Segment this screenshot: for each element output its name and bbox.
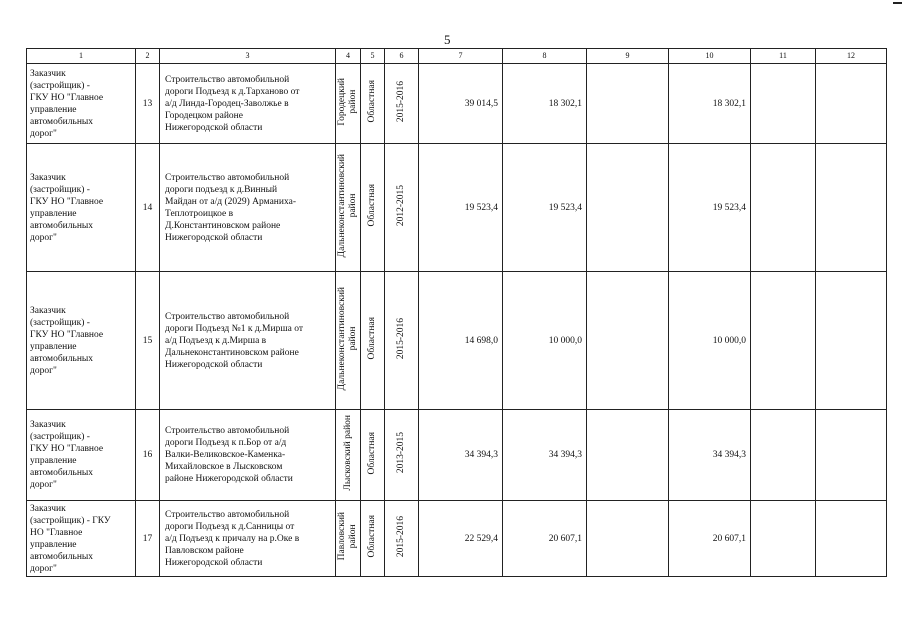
amount-col7: 39 014,5 — [419, 64, 503, 144]
column-header: 12 — [816, 49, 887, 64]
table-row — [27, 64, 887, 144]
district-cell-text: Дальнеконстантиновский район — [337, 153, 358, 258]
years-cell-text: 2012-2015 — [396, 184, 406, 227]
budget-level-cell — [361, 410, 385, 501]
amount-col12 — [816, 64, 887, 144]
amount-col7: 34 394,3 — [419, 410, 503, 501]
amount-col11 — [751, 272, 816, 410]
column-header: 3 — [160, 49, 336, 64]
row-number: 13 — [136, 64, 160, 144]
column-header: 8 — [503, 49, 587, 64]
column-header: 7 — [419, 49, 503, 64]
amount-col8: 19 523,4 — [503, 144, 587, 272]
project-description: Строительство автомобильной дороги Подъезд к д.Тарханово от а/д Линда-Городец-Заволжье в Городецком районе Нижегородской области — [160, 64, 336, 144]
amount-col8: 18 302,1 — [503, 64, 587, 144]
table-row — [27, 501, 887, 577]
budget-level-cell — [361, 272, 385, 410]
amount-col7: 14 698,0 — [419, 272, 503, 410]
amount-col9 — [587, 501, 669, 577]
scan-mark — [893, 2, 902, 4]
district-cell — [336, 272, 361, 410]
district-cell — [336, 144, 361, 272]
table-row — [27, 410, 887, 501]
project-description: Строительство автомобильной дороги Подъезд к п.Бор от а/д Валки-Великовское-Каменка- Михайловское в Лысковском районе Нижегородской области — [160, 410, 336, 501]
amount-col7: 22 529,4 — [419, 501, 503, 577]
customer-cell: Заказчик (застройщик) - ГКУ НО "Главное управление автомобильных дорог" — [27, 501, 136, 577]
row-number: 15 — [136, 272, 160, 410]
customer-cell: Заказчик (застройщик) - ГКУ НО "Главное управление автомобильных дорог" — [27, 272, 136, 410]
years-cell — [385, 64, 419, 144]
column-header: 11 — [751, 49, 816, 64]
customer-cell: Заказчик (застройщик) - ГКУ НО "Главное управление автомобильных дорог" — [27, 64, 136, 144]
district-cell-text: Лысковский район — [342, 415, 353, 491]
project-description: Строительство автомобильной дороги Подъезд №1 к д.Мирша от а/д Подъезд к д.Мирша в Дальнеконстантиновском районе Нижегородской области — [160, 272, 336, 410]
amount-col12 — [816, 144, 887, 272]
table-row — [27, 144, 887, 272]
column-header: 4 — [336, 49, 361, 64]
budget-level-cell — [361, 64, 385, 144]
amount-col12 — [816, 501, 887, 577]
amount-col8: 20 607,1 — [503, 501, 587, 577]
district-cell — [336, 64, 361, 144]
budget-level-cell-text: Областная — [367, 80, 377, 123]
years-cell — [385, 144, 419, 272]
budget-level-cell — [361, 501, 385, 577]
amount-col12 — [816, 272, 887, 410]
amount-col11 — [751, 410, 816, 501]
years-cell-text: 2015-2016 — [396, 80, 406, 123]
amount-col7: 19 523,4 — [419, 144, 503, 272]
years-cell — [385, 501, 419, 577]
budget-level-cell-text: Областная — [367, 184, 377, 227]
amount-col12 — [816, 410, 887, 501]
row-number: 17 — [136, 501, 160, 577]
amount-col10: 34 394,3 — [669, 410, 751, 501]
page-number: 5 — [444, 32, 451, 47]
amount-col10: 18 302,1 — [669, 64, 751, 144]
district-cell-text: Городецкий район — [337, 77, 358, 126]
amount-col11 — [751, 64, 816, 144]
amount-col11 — [751, 144, 816, 272]
district-cell-text: Дальнеконстантиновский район — [337, 286, 358, 391]
amount-col10: 20 607,1 — [669, 501, 751, 577]
customer-cell: Заказчик (застройщик) - ГКУ НО "Главное управление автомобильных дорог" — [27, 144, 136, 272]
column-header: 5 — [361, 49, 385, 64]
column-header: 2 — [136, 49, 160, 64]
column-header: 1 — [27, 49, 136, 64]
amount-col11 — [751, 501, 816, 577]
years-cell — [385, 410, 419, 501]
amount-col9 — [587, 64, 669, 144]
amount-col8: 10 000,0 — [503, 272, 587, 410]
row-number: 14 — [136, 144, 160, 272]
years-cell — [385, 272, 419, 410]
column-header: 6 — [385, 49, 419, 64]
project-description: Строительство автомобильной дороги подъезд к д.Винный Майдан от а/д (2029) Арманиха- Теплотроицкое в Д.Константиновском районе Нижегородской области — [160, 144, 336, 272]
budget-level-cell-text: Областная — [367, 515, 377, 558]
customer-cell: Заказчик (застройщик) - ГКУ НО "Главное управление автомобильных дорог" — [27, 410, 136, 501]
district-cell — [336, 410, 361, 501]
amount-col9 — [587, 144, 669, 272]
amount-col9 — [587, 410, 669, 501]
budget-level-cell-text: Областная — [367, 317, 377, 360]
column-header: 9 — [587, 49, 669, 64]
amount-col8: 34 394,3 — [503, 410, 587, 501]
projects-table — [26, 48, 887, 577]
project-description: Строительство автомобильной дороги Подъезд к д.Санницы от а/д Подъезд к причалу на р.Оке в Павловском районе Нижегородской области — [160, 501, 336, 577]
budget-level-cell — [361, 144, 385, 272]
district-cell — [336, 501, 361, 577]
years-cell-text: 2013-2015 — [396, 432, 406, 474]
column-header: 10 — [669, 49, 751, 64]
header-row — [27, 49, 887, 64]
years-cell-text: 2015-2016 — [396, 515, 406, 558]
amount-col9 — [587, 272, 669, 410]
budget-level-cell-text: Областная — [367, 431, 377, 475]
amount-col10: 19 523,4 — [669, 144, 751, 272]
table-row — [27, 272, 887, 410]
row-number: 16 — [136, 410, 160, 501]
table-body — [27, 49, 887, 577]
district-cell-text: Павловский район — [337, 512, 358, 561]
years-cell-text: 2015-2016 — [396, 317, 406, 360]
amount-col10: 10 000,0 — [669, 272, 751, 410]
